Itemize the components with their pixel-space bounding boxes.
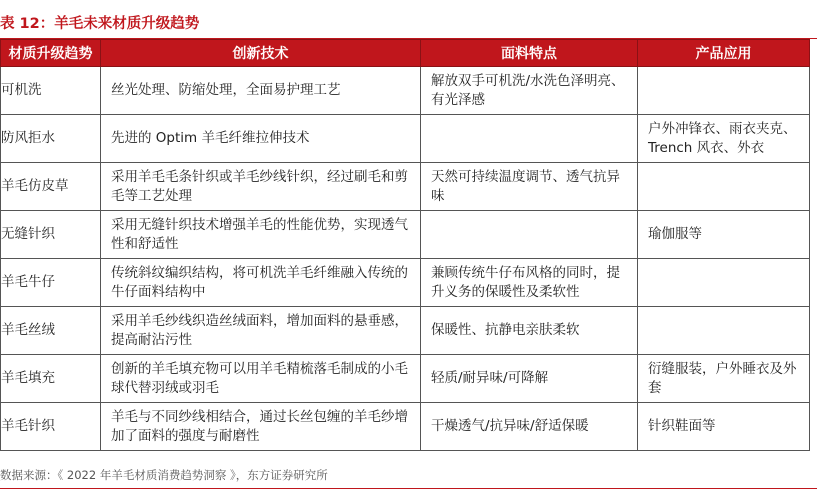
header-fabric-features: 面料特点 [421,40,638,67]
table-row [1,307,810,355]
table-header-row [1,40,810,67]
cell-application [638,259,810,307]
cell-trend: 羊毛填充 [1,355,101,403]
cell-application: 瑜伽服等 [638,211,810,259]
cell-trend: 羊毛丝绒 [1,307,101,355]
cell-fabric-features [421,211,638,259]
header-trend: 材质升级趋势 [1,40,101,67]
cell-application: 针织鞋面等 [638,403,810,451]
material-trend-table [0,39,810,451]
cell-technology: 采用无缝针织技术增强羊毛的性能优势，实现透气性和舒适性 [101,211,421,259]
table-row [1,355,810,403]
table-row [1,115,810,163]
header-application: 产品应用 [638,40,810,67]
cell-fabric-features: 天然可持续温度调节、透气抗异味 [421,163,638,211]
cell-application: 衍缝服装，户外睡衣及外套 [638,355,810,403]
cell-technology: 丝光处理、防缩处理，全面易护理工艺 [101,67,421,115]
cell-trend: 羊毛仿皮草 [1,163,101,211]
cell-application: 户外冲锋衣、雨衣夹克、Trench 风衣、外衣 [638,115,810,163]
table-row [1,259,810,307]
table-title: 表 12：羊毛未来材质升级趋势 [0,16,200,32]
table-row [1,163,810,211]
cell-technology: 创新的羊毛填充物可以用羊毛精梳落毛制成的小毛球代替羽绒或羽毛 [101,355,421,403]
cell-technology: 采用羊毛纱线织造丝绒面料，增加面料的悬垂感，提高耐沾污性 [101,307,421,355]
cell-application [638,163,810,211]
cell-fabric-features [421,115,638,163]
cell-trend: 羊毛针织 [1,403,101,451]
cell-trend: 无缝针织 [1,211,101,259]
cell-trend: 羊毛牛仔 [1,259,101,307]
cell-technology: 采用羊毛毛条针织或羊毛纱线针织，经过刷毛和剪毛等工艺处理 [101,163,421,211]
cell-fabric-features: 兼顾传统牛仔布风格的同时，提升义务的保暖性及柔软性 [421,259,638,307]
cell-fabric-features: 轻质/耐异味/可降解 [421,355,638,403]
cell-technology: 先进的 Optim 羊毛纤维拉伸技术 [101,115,421,163]
cell-trend: 可机洗 [1,67,101,115]
table-row [1,403,810,451]
cell-fabric-features: 保暖性、抗静电亲肤柔软 [421,307,638,355]
cell-technology: 羊毛与不同纱线相结合，通过长丝包缠的羊毛纱增加了面料的强度与耐磨性 [101,403,421,451]
table-row [1,211,810,259]
source-note: 数据来源：《 2022 年羊毛材质消费趋势洞察 》，东方证券研究所 [0,468,328,482]
cell-application [638,307,810,355]
cell-fabric-features: 解放双手可机洗/水洗色泽明亮、有光泽感 [421,67,638,115]
cell-technology: 传统斜纹编织结构，将可机洗羊毛纤维融入传统的牛仔面料结构中 [101,259,421,307]
bottom-divider [0,488,817,489]
table-row [1,67,810,115]
cell-trend: 防风拒水 [1,115,101,163]
cell-application [638,67,810,115]
cell-fabric-features: 干燥透气/抗异味/舒适保暖 [421,403,638,451]
header-technology: 创新技术 [101,40,421,67]
